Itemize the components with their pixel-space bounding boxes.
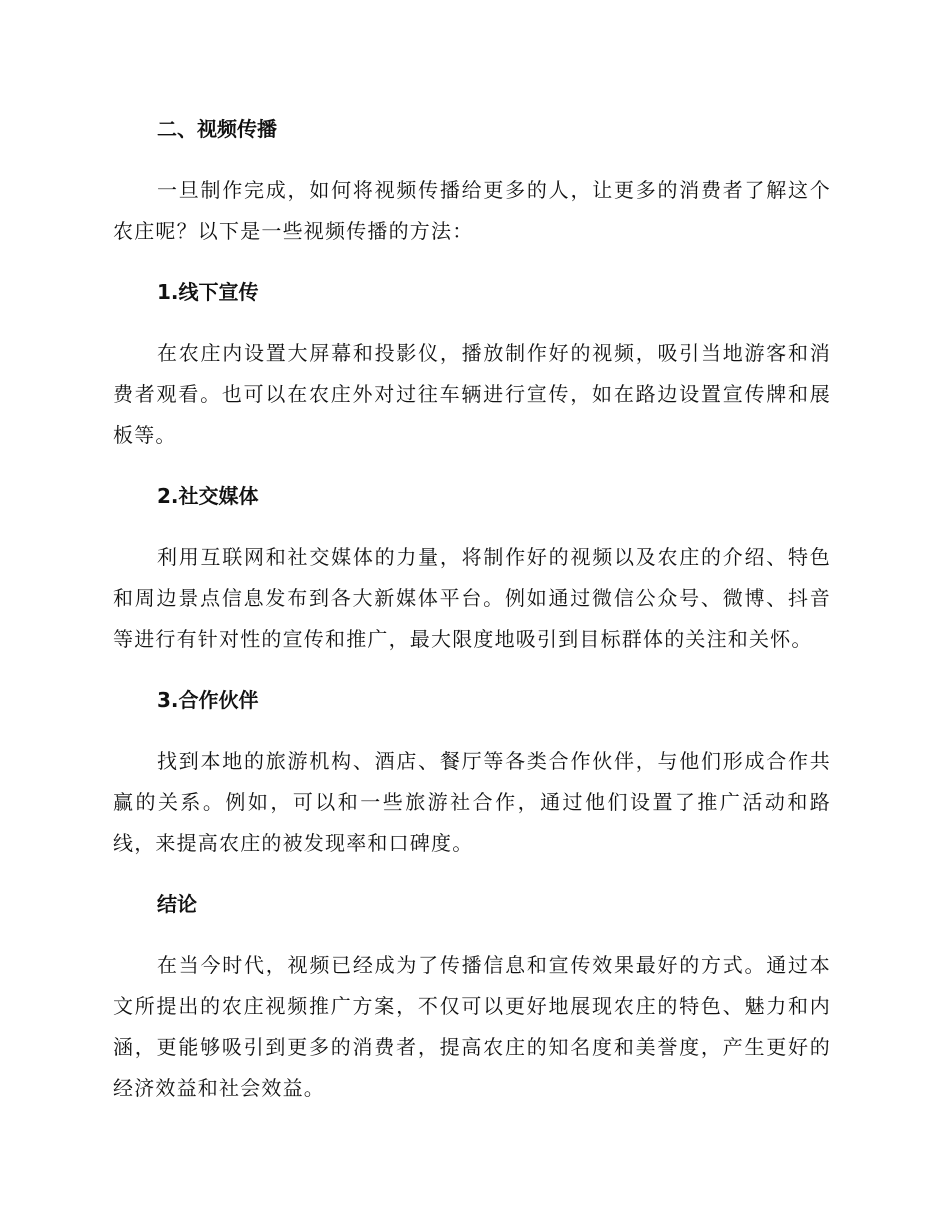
social-media-paragraph: 利用互联网和社交媒体的力量，将制作好的视频以及农庄的介绍、特色和周边景点信息发布到各大新媒体平台。例如通过微信公众号、微博、抖音等进行有针对性的宣传和推广，最大限度地吸引到目标群体的关注和关怀。 xyxy=(113,545,831,651)
social-media-heading: 2.社交媒体 xyxy=(157,484,259,508)
conclusion-paragraph: 在当今时代，视频已经成为了传播信息和宣传效果最好的方式。通过本文所提出的农庄视频推广方案，不仅可以更好地展现农庄的特色、魅力和内涵，更能够吸引到更多的消费者，提高农庄的知名度和美誉度，产生更好的经济效益和社会效益。 xyxy=(113,953,831,1100)
section-title: 二、视频传播 xyxy=(157,117,277,141)
partners-heading: 3.合作伙伴 xyxy=(157,688,259,712)
offline-promotion-paragraph: 在农庄内设置大屏幕和投影仪，播放制作好的视频，吸引当地游客和消费者观看。也可以在农庄外对过往车辆进行宣传，如在路边设置宣传牌和展板等。 xyxy=(113,341,831,447)
offline-promotion-heading: 1.线下宣传 xyxy=(157,280,259,304)
intro-paragraph: 一旦制作完成，如何将视频传播给更多的人，让更多的消费者了解这个农庄呢？以下是一些视频传播的方法： xyxy=(113,178,831,243)
document-page xyxy=(113,106,831,1109)
partners-paragraph: 找到本地的旅游机构、酒店、餐厅等各类合作伙伴，与他们形成合作共赢的关系。例如，可以和一些旅游社合作，通过他们设置了推广活动和路线，来提高农庄的被发现率和口碑度。 xyxy=(113,749,831,855)
conclusion-heading: 结论 xyxy=(157,892,197,916)
